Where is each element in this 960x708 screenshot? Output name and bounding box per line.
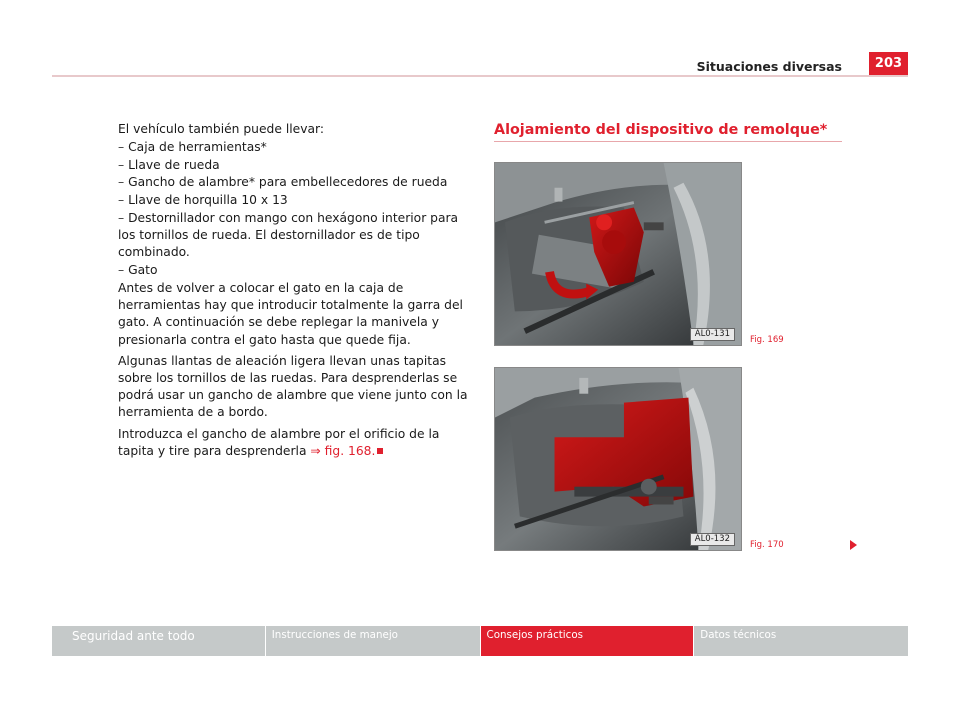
list-item: – Llave de horquilla 10 x 13 — [118, 193, 288, 208]
list-item: – Llave de rueda — [118, 157, 220, 172]
paragraph-jack: Antes de volver a colocar el gato en la caja de herramientas hay que introducir totalmente la garra del gato. A continuación se debe replegar la manivela y presionarla contra el gato hasta que quede fija. — [118, 280, 463, 347]
figure-170-label: Fig. 170 — [750, 540, 784, 550]
running-header-title: Situaciones diversas — [696, 59, 842, 74]
left-column — [118, 121, 468, 461]
tab-consejos[interactable]: Consejos prácticos — [481, 626, 694, 656]
section-title: Alojamiento del dispositivo de remolque* — [494, 122, 828, 138]
paragraph-hook: Introduzca el gancho de alambre por el orificio de la tapita y tire para desprenderla ⇒ fig. 168. — [118, 426, 440, 458]
tab-seguridad[interactable]: Seguridad ante todo — [52, 626, 265, 656]
tab-datos[interactable]: Datos técnicos — [694, 626, 908, 656]
figure-169-photo — [494, 162, 742, 346]
header-rule — [52, 75, 908, 77]
list-item: – Gato — [118, 263, 158, 278]
section-rule — [494, 141, 842, 142]
figure-code: AL0-131 — [690, 328, 735, 341]
tab-instrucciones[interactable]: Instrucciones de manejo — [266, 626, 480, 656]
footer-nav — [52, 626, 908, 656]
end-of-section-icon — [377, 448, 383, 454]
figure-170-photo — [494, 367, 742, 551]
page-number: 203 — [869, 52, 908, 76]
figure-code: AL0-132 — [690, 533, 735, 546]
list-item: – Gancho de alambre* para embellecedores de rueda — [118, 175, 448, 190]
fig-168-link[interactable]: fig. 168 — [324, 443, 372, 458]
tow-hook-compartment-illustration-1 — [495, 163, 741, 345]
intro-line: El vehículo también puede llevar: — [118, 122, 325, 136]
list-item: – Caja de herramientas* — [118, 139, 267, 154]
figure-169-label: Fig. 169 — [750, 335, 784, 345]
list-item: – Destornillador con mango con hexágono interior para los tornillos de rueda. El destornillador es de tipo combinado. — [118, 210, 459, 260]
fig-arrow: ⇒ — [310, 443, 321, 458]
tow-hook-compartment-illustration-2 — [495, 368, 741, 550]
paragraph-alloy-caps: Algunas llantas de aleación ligera llevan unas tapitas sobre los tornillos de las ruedas. Para desprenderlas se podrá usar un gancho de alambre que viene junto con la herramienta de a bordo. — [118, 353, 468, 420]
continue-arrow-icon — [850, 540, 857, 550]
